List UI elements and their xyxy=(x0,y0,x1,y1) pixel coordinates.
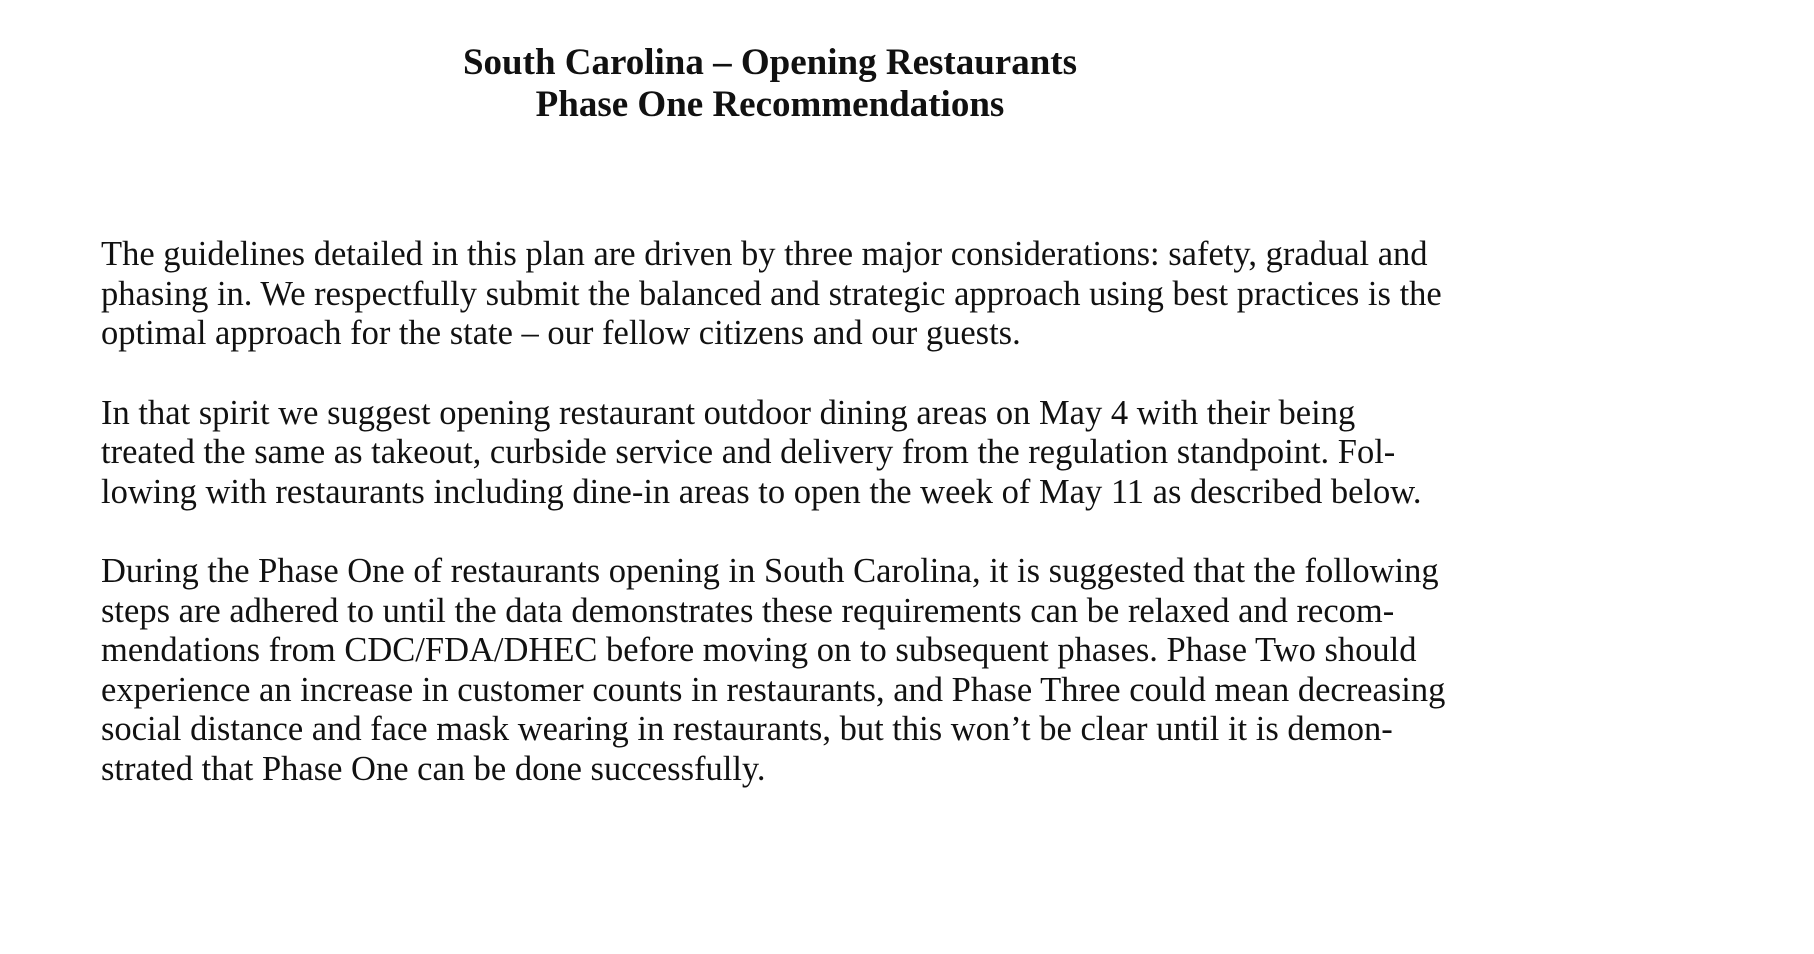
paragraph-line: social distance and face mask wearing in restaurants, but this won’t be clear until it is demon- xyxy=(101,710,1393,748)
paragraph-3 xyxy=(101,552,1551,789)
title-line-1: South Carolina – Opening Restaurants xyxy=(462,42,1078,83)
document-body xyxy=(101,235,1551,829)
paragraph-line: In that spirit we suggest opening restaurant outdoor dining areas on May 4 with their being xyxy=(101,393,1356,432)
document-title xyxy=(0,42,1540,126)
paragraph-1 xyxy=(101,235,1551,354)
paragraph-line: experience an increase in customer counts in restaurants, and Phase Three could mean decreasing xyxy=(101,670,1446,709)
title-line-2: Phase One Recommendations xyxy=(535,84,1005,125)
paragraph-line: phasing in. We respectfully submit the balanced and strategic approach using best practices is the xyxy=(101,274,1442,313)
paragraph-line: The guidelines detailed in this plan are driven by three major considerations: safety, gradual and xyxy=(101,235,1428,273)
paragraph-line: mendations from CDC/FDA/DHEC before moving on to subsequent phases. Phase Two should xyxy=(101,631,1417,669)
paragraph-2 xyxy=(101,394,1551,513)
paragraph-line: steps are adhered to until the data demonstrates these requirements can be relaxed and recom- xyxy=(101,591,1395,630)
paragraph-line: optimal approach for the state – our fellow citizens and our guests. xyxy=(101,314,1021,352)
paragraph-line: lowing with restaurants including dine-in areas to open the week of May 11 as described below. xyxy=(101,472,1422,511)
paragraph-line: strated that Phase One can be done successfully. xyxy=(101,749,766,788)
paragraph-line: During the Phase One of restaurants opening in South Carolina, it is suggested that the following xyxy=(101,552,1439,590)
paragraph-line: treated the same as takeout, curbside service and delivery from the regulation standpoint. Fol- xyxy=(101,433,1396,471)
